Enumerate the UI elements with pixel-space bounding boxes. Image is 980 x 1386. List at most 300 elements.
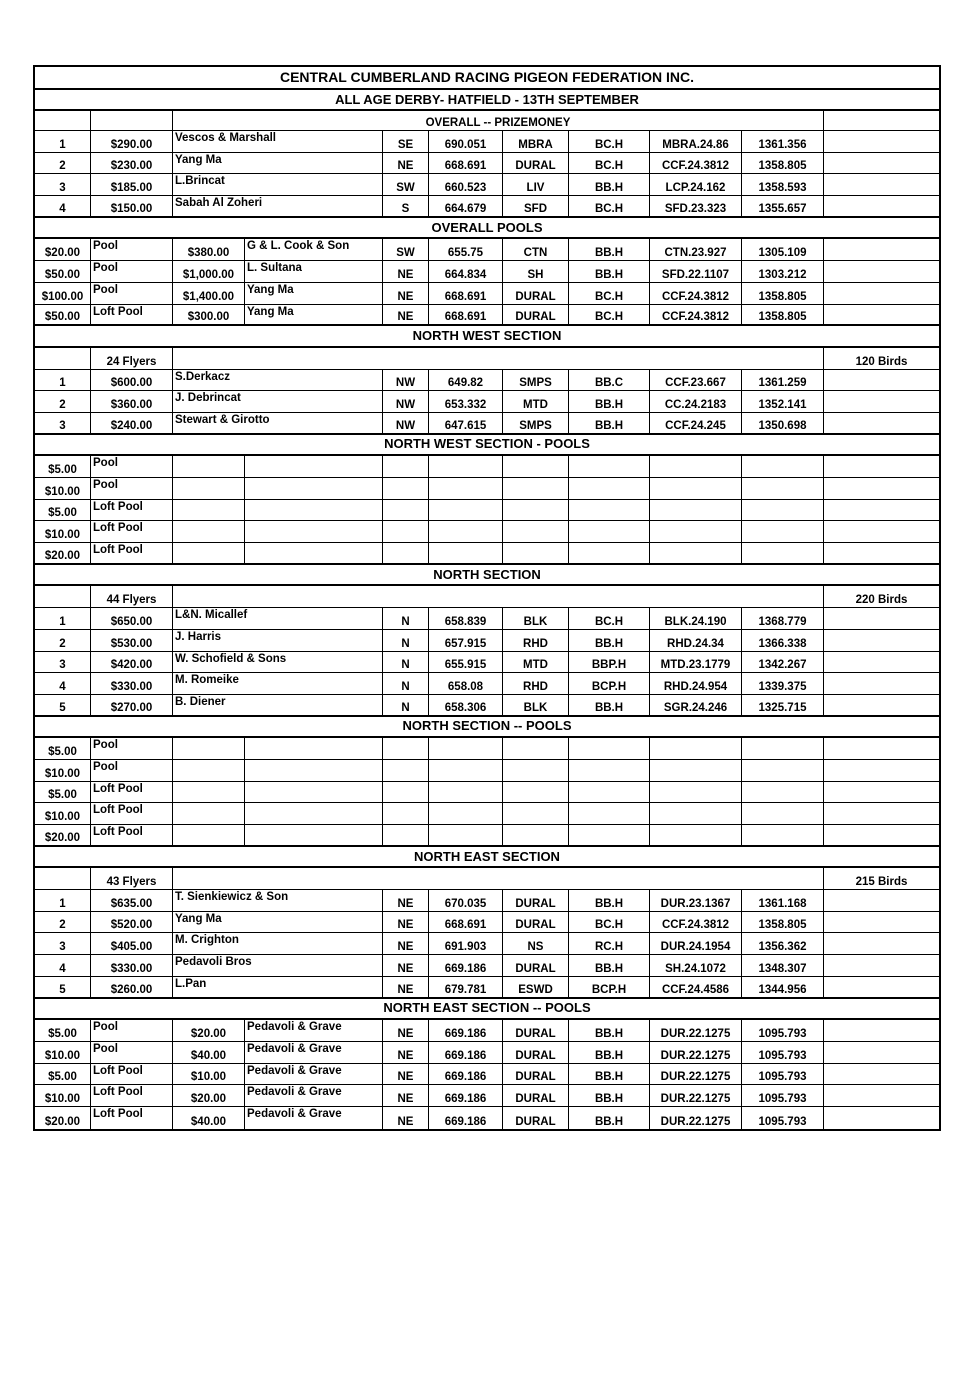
velocity: 1095.793	[742, 1064, 824, 1085]
pool-row	[35, 1042, 939, 1064]
blank-cell	[824, 370, 939, 391]
direction: SW	[383, 239, 429, 260]
pool-stake: $20.00	[35, 1107, 91, 1129]
pool-stake: $20.00	[35, 239, 91, 260]
place: 2	[35, 391, 91, 412]
bird-color: BB.H	[569, 174, 650, 195]
prize: $530.00	[91, 630, 173, 651]
pool-row	[35, 305, 939, 327]
club: CTN	[503, 239, 569, 260]
club: MTD	[503, 652, 569, 673]
blank-cell	[824, 131, 939, 152]
velocity: 1358.805	[742, 153, 824, 174]
place: 3	[35, 174, 91, 195]
distance	[429, 543, 503, 563]
bird-color: BCP.H	[569, 977, 650, 997]
section-title-row	[35, 717, 939, 739]
prize: $405.00	[91, 933, 173, 954]
pool-stake: $5.00	[35, 500, 91, 521]
pool-stake: $5.00	[35, 738, 91, 759]
pool-type: Loft Pool	[91, 1064, 173, 1085]
distance	[429, 760, 503, 781]
pool-type: Loft Pool	[91, 500, 173, 521]
distance: 668.691	[429, 283, 503, 304]
blank-cell	[824, 955, 939, 976]
pool-stake: $10.00	[35, 1042, 91, 1063]
section-title: OVERALL -- PRIZEMONEY	[173, 111, 824, 130]
velocity	[742, 803, 824, 824]
place: 4	[35, 673, 91, 694]
club	[503, 521, 569, 542]
results-sheet	[33, 65, 941, 1131]
pool-row	[35, 500, 939, 522]
blank-cell	[824, 305, 939, 325]
blank-cell	[824, 608, 939, 629]
distance: 657.915	[429, 630, 503, 651]
flyers-row	[35, 586, 939, 608]
direction: NE	[383, 1064, 429, 1085]
distance: 668.691	[429, 153, 503, 174]
blank-cell	[824, 933, 939, 954]
pool-winnings	[173, 760, 245, 781]
club: DURAL	[503, 890, 569, 911]
velocity	[742, 825, 824, 845]
result-row	[35, 196, 939, 218]
velocity: 1356.362	[742, 933, 824, 954]
club: SFD	[503, 196, 569, 216]
prize: $635.00	[91, 890, 173, 911]
blank-cell	[824, 153, 939, 174]
distance: 655.915	[429, 652, 503, 673]
pool-row	[35, 456, 939, 478]
bird-color: BCP.H	[569, 673, 650, 694]
club: DURAL	[503, 1085, 569, 1106]
ring-number: BLK.24.190	[650, 608, 742, 629]
flyer-name: W. Schofield & Sons	[173, 652, 383, 673]
club: DURAL	[503, 955, 569, 976]
club: ESWD	[503, 977, 569, 997]
pool-row	[35, 521, 939, 543]
result-row	[35, 174, 939, 196]
blank-cell	[824, 1064, 939, 1085]
section-title: NORTH WEST SECTION	[412, 328, 562, 344]
flyer-name: L.Brincat	[173, 174, 383, 195]
ring-number: RHD.24.34	[650, 630, 742, 651]
pool-type: Pool	[91, 1042, 173, 1063]
bird-color: BB.H	[569, 890, 650, 911]
pool-stake: $10.00	[35, 760, 91, 781]
velocity	[742, 521, 824, 542]
blank-cell	[824, 174, 939, 195]
flyers-count: 44 Flyers	[91, 586, 173, 607]
result-row	[35, 695, 939, 717]
blank-cell	[824, 1020, 939, 1041]
distance: 670.035	[429, 890, 503, 911]
club	[503, 500, 569, 521]
section-title-row	[35, 326, 939, 348]
pool-row	[35, 825, 939, 847]
ring-number: CCF.24.3812	[650, 912, 742, 933]
pool-stake: $50.00	[35, 305, 91, 325]
distance	[429, 738, 503, 759]
velocity	[742, 782, 824, 803]
pool-row	[35, 543, 939, 565]
pool-row	[35, 261, 939, 283]
distance: 668.691	[429, 912, 503, 933]
ring-number: LCP.24.162	[650, 174, 742, 195]
birds-count: 120 Birds	[855, 355, 908, 368]
ring-number: SFD.23.323	[650, 196, 742, 216]
pool-stake: $5.00	[35, 1064, 91, 1085]
pool-type: Pool	[91, 261, 173, 282]
blank-cell	[824, 239, 939, 260]
direction: NW	[383, 413, 429, 433]
prize: $520.00	[91, 912, 173, 933]
prize: $150.00	[91, 196, 173, 216]
distance	[429, 803, 503, 824]
result-row	[35, 977, 939, 999]
pool-winnings	[173, 521, 245, 542]
pool-winnings: $380.00	[173, 239, 245, 260]
pool-winnings	[173, 825, 245, 845]
flyers-count: 43 Flyers	[91, 868, 173, 889]
direction: NW	[383, 391, 429, 412]
prize: $420.00	[91, 652, 173, 673]
direction	[383, 543, 429, 563]
result-row	[35, 131, 939, 153]
bird-color: BC.H	[569, 196, 650, 216]
ring-number: DUR.22.1275	[650, 1020, 742, 1041]
blank-cell	[824, 1042, 939, 1063]
club: SMPS	[503, 370, 569, 391]
flyers-count: 24 Flyers	[91, 348, 173, 369]
ring-number: CCF.24.3812	[650, 305, 742, 325]
prize: $230.00	[91, 153, 173, 174]
bird-color: BC.H	[569, 153, 650, 174]
distance: 668.691	[429, 305, 503, 325]
blank-cell	[824, 543, 939, 563]
result-row	[35, 608, 939, 630]
pool-stake: $50.00	[35, 261, 91, 282]
section-title: OVERALL POOLS	[431, 219, 543, 235]
result-row	[35, 370, 939, 392]
place: 3	[35, 413, 91, 433]
direction: N	[383, 695, 429, 715]
direction: SE	[383, 131, 429, 152]
direction: NE	[383, 1042, 429, 1063]
blank-cell	[824, 912, 939, 933]
bird-color	[569, 782, 650, 803]
pool-type: Loft Pool	[91, 825, 173, 845]
velocity: 1325.715	[742, 695, 824, 715]
flyer-name: L.Pan	[173, 977, 383, 997]
ring-number: DUR.22.1275	[650, 1085, 742, 1106]
blank-cell	[824, 196, 939, 216]
distance: 669.186	[429, 1085, 503, 1106]
flyer-name: Pedavoli & Grave	[245, 1020, 383, 1041]
section-title-row	[35, 111, 939, 131]
ring-number	[650, 456, 742, 477]
ring-number: SGR.24.246	[650, 695, 742, 715]
velocity: 1342.267	[742, 652, 824, 673]
distance: 669.186	[429, 1064, 503, 1085]
section-title: NORTH SECTION	[433, 566, 541, 582]
pool-winnings: $10.00	[173, 1064, 245, 1085]
flyer-name: L&N. Micallef	[173, 608, 383, 629]
flyer-name	[245, 803, 383, 824]
pool-row	[35, 1107, 939, 1129]
prize: $330.00	[91, 955, 173, 976]
velocity: 1361.356	[742, 131, 824, 152]
result-row	[35, 890, 939, 912]
pool-winnings: $40.00	[173, 1042, 245, 1063]
ring-number: MTD.23.1779	[650, 652, 742, 673]
bird-color	[569, 825, 650, 845]
velocity	[742, 500, 824, 521]
blank-cell	[824, 890, 939, 911]
pool-row	[35, 239, 939, 261]
pool-type: Loft Pool	[91, 543, 173, 563]
pool-stake: $5.00	[35, 1020, 91, 1041]
flyer-name	[245, 543, 383, 563]
bird-color: BB.H	[569, 1085, 650, 1106]
pool-winnings	[173, 803, 245, 824]
bird-color: BC.H	[569, 283, 650, 304]
flyer-name: G & L. Cook & Son	[245, 239, 383, 260]
section-title: NORTH EAST SECTION -- POOLS	[383, 1000, 591, 1016]
prize: $270.00	[91, 695, 173, 715]
pool-row	[35, 760, 939, 782]
direction: SW	[383, 174, 429, 195]
flyer-name: L. Sultana	[245, 261, 383, 282]
blank-cell	[824, 283, 939, 304]
flyer-name: M. Romeike	[173, 673, 383, 694]
distance: 658.306	[429, 695, 503, 715]
ring-number: SFD.22.1107	[650, 261, 742, 282]
org-title: CENTRAL CUMBERLAND RACING PIGEON FEDERATION INC.	[279, 69, 695, 85]
distance: 653.332	[429, 391, 503, 412]
flyer-name	[245, 478, 383, 499]
distance: 647.615	[429, 413, 503, 433]
pool-type: Loft Pool	[91, 1085, 173, 1106]
place: 2	[35, 153, 91, 174]
direction: N	[383, 608, 429, 629]
place: 4	[35, 955, 91, 976]
ring-number: MBRA.24.86	[650, 131, 742, 152]
direction: NE	[383, 153, 429, 174]
ring-number: RHD.24.954	[650, 673, 742, 694]
flyer-name	[245, 500, 383, 521]
flyer-name: Yang Ma	[173, 912, 383, 933]
bird-color	[569, 543, 650, 563]
bird-color: BB.H	[569, 1107, 650, 1129]
flyer-name: J. Harris	[173, 630, 383, 651]
prize: $185.00	[91, 174, 173, 195]
direction: NE	[383, 912, 429, 933]
velocity	[742, 543, 824, 563]
result-row	[35, 652, 939, 674]
club: SMPS	[503, 413, 569, 433]
place: 5	[35, 977, 91, 997]
velocity: 1350.698	[742, 413, 824, 433]
distance: 669.186	[429, 1042, 503, 1063]
bird-color	[569, 456, 650, 477]
place: 1	[35, 890, 91, 911]
ring-number: DUR.22.1275	[650, 1042, 742, 1063]
bird-color: BB.H	[569, 630, 650, 651]
direction	[383, 825, 429, 845]
bird-color: BBP.H	[569, 652, 650, 673]
prize: $650.00	[91, 608, 173, 629]
org-title-row	[35, 67, 939, 90]
bird-color: BB.H	[569, 413, 650, 433]
pool-winnings	[173, 478, 245, 499]
birds-count: 215 Birds	[855, 876, 908, 889]
section-title: NORTH EAST SECTION	[414, 848, 560, 864]
pool-winnings: $40.00	[173, 1107, 245, 1129]
flyer-name: T. Sienkiewicz & Son	[173, 890, 383, 911]
club: BLK	[503, 695, 569, 715]
blank-cell	[824, 977, 939, 997]
club: SH	[503, 261, 569, 282]
blank-cell	[824, 1085, 939, 1106]
prize: $600.00	[91, 370, 173, 391]
blank-cell	[824, 261, 939, 282]
blank-cell	[824, 478, 939, 499]
flyer-name	[245, 760, 383, 781]
velocity	[742, 760, 824, 781]
distance: 664.834	[429, 261, 503, 282]
distance	[429, 782, 503, 803]
blank-cell	[824, 803, 939, 824]
pool-row	[35, 1064, 939, 1086]
distance: 669.186	[429, 955, 503, 976]
prize: $240.00	[91, 413, 173, 433]
flyer-name: Pedavoli & Grave	[245, 1085, 383, 1106]
direction	[383, 782, 429, 803]
bird-color	[569, 803, 650, 824]
bird-color: BB.H	[569, 1042, 650, 1063]
pool-winnings: $20.00	[173, 1020, 245, 1041]
club	[503, 543, 569, 563]
club: BLK	[503, 608, 569, 629]
pool-winnings: $1,000.00	[173, 261, 245, 282]
ring-number	[650, 543, 742, 563]
pool-stake: $10.00	[35, 478, 91, 499]
flyers-row	[35, 348, 939, 370]
ring-number: CTN.23.927	[650, 239, 742, 260]
bird-color: BC.H	[569, 608, 650, 629]
ring-number	[650, 478, 742, 499]
pool-type: Pool	[91, 478, 173, 499]
club: DURAL	[503, 305, 569, 325]
blank-cell	[173, 348, 824, 369]
bird-color: BB.H	[569, 955, 650, 976]
flyer-name: Vescos & Marshall	[173, 131, 383, 152]
place: 1	[35, 131, 91, 152]
club: DURAL	[503, 1064, 569, 1085]
club: DURAL	[503, 1020, 569, 1041]
blank-cell	[824, 695, 939, 715]
club	[503, 738, 569, 759]
blank-cell	[824, 521, 939, 542]
distance: 649.82	[429, 370, 503, 391]
place: 2	[35, 912, 91, 933]
pool-winnings	[173, 782, 245, 803]
flyer-name: Pedavoli & Grave	[245, 1107, 383, 1129]
club	[503, 478, 569, 499]
direction	[383, 521, 429, 542]
pool-row	[35, 478, 939, 500]
club	[503, 825, 569, 845]
ring-number	[650, 803, 742, 824]
distance: 658.839	[429, 608, 503, 629]
race-title: ALL AGE DERBY- HATFIELD - 13TH SEPTEMBER	[335, 91, 639, 107]
direction: S	[383, 196, 429, 216]
velocity: 1361.168	[742, 890, 824, 911]
velocity: 1348.307	[742, 955, 824, 976]
bird-color	[569, 738, 650, 759]
direction	[383, 738, 429, 759]
pool-type: Pool	[91, 239, 173, 260]
velocity: 1305.109	[742, 239, 824, 260]
result-row	[35, 912, 939, 934]
blank-cell	[35, 586, 91, 607]
ring-number: CCF.24.245	[650, 413, 742, 433]
blank-cell	[35, 868, 91, 889]
direction: NE	[383, 261, 429, 282]
direction: NE	[383, 1107, 429, 1129]
results-body	[35, 111, 939, 1129]
distance	[429, 500, 503, 521]
flyer-name	[245, 782, 383, 803]
flyer-name	[245, 456, 383, 477]
velocity: 1095.793	[742, 1085, 824, 1106]
pool-type: Pool	[91, 456, 173, 477]
pool-winnings: $300.00	[173, 305, 245, 325]
place: 5	[35, 695, 91, 715]
direction: N	[383, 673, 429, 694]
ring-number: SH.24.1072	[650, 955, 742, 976]
section-title-row	[35, 218, 939, 240]
bird-color: BC.H	[569, 912, 650, 933]
flyer-name: Yang Ma	[245, 283, 383, 304]
velocity: 1344.956	[742, 977, 824, 997]
bird-color	[569, 521, 650, 542]
place: 4	[35, 196, 91, 216]
pool-type: Pool	[91, 738, 173, 759]
distance	[429, 521, 503, 542]
pool-row	[35, 1020, 939, 1042]
section-title-row	[35, 565, 939, 587]
velocity	[742, 478, 824, 499]
blank-cell	[824, 673, 939, 694]
blank-cell	[824, 456, 939, 477]
ring-number: CC.24.2183	[650, 391, 742, 412]
ring-number: CCF.24.4586	[650, 977, 742, 997]
pool-stake: $5.00	[35, 456, 91, 477]
velocity: 1358.805	[742, 912, 824, 933]
blank-cell	[824, 825, 939, 845]
velocity: 1358.805	[742, 305, 824, 325]
direction: NE	[383, 1020, 429, 1041]
pool-type: Pool	[91, 283, 173, 304]
distance: 690.051	[429, 131, 503, 152]
velocity: 1358.805	[742, 283, 824, 304]
club: MTD	[503, 391, 569, 412]
pool-row	[35, 782, 939, 804]
velocity: 1355.657	[742, 196, 824, 216]
